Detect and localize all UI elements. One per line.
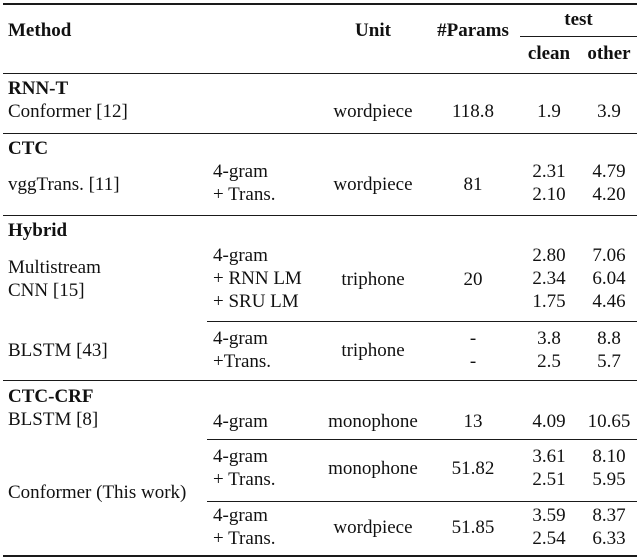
other-value: 5.7 [597,351,621,372]
lm-line: + SRU LM [213,291,299,312]
header-unit: Unit [355,20,391,41]
section-title-hybrid: Hybrid [8,220,68,241]
other-cell [578,504,640,550]
other-value: 5.95 [592,469,626,490]
other-value: 7.06 [592,245,626,266]
lm-line: + Trans. [213,469,276,490]
header-other: other [587,43,631,64]
lm-line: 4-gram [213,446,268,467]
header-bottom-rule [3,73,637,74]
clean-value: 2.10 [532,184,566,205]
header-params: #Params [437,20,509,41]
method-cell [8,256,101,302]
other-value: 6.33 [592,528,626,549]
unit-cell: monophone [328,458,418,479]
method-cell: vggTrans. [11] [8,174,120,195]
clean-value: 3.61 [532,446,566,467]
ctc-bottom-rule [3,215,637,216]
params-cell: 51.82 [451,458,495,479]
ctccrf-inner-rule-2 [207,501,637,502]
lm-cell [213,327,271,373]
clean-cell [520,445,578,491]
lm-line: 4-gram [213,328,268,349]
lm-line: + RNN LM [213,268,302,289]
header-method: Method [8,20,72,41]
clean-cell [520,504,578,550]
top-rule [3,3,637,5]
other-cell [578,327,640,373]
other-value: 8.37 [592,505,626,526]
lm-line: 4-gram [213,161,268,182]
params-value: - [469,328,477,349]
other-cell [578,244,640,313]
other-value: 4.79 [592,161,626,182]
clean-value: 3.8 [537,328,561,349]
unit-cell: wordpiece [333,174,413,195]
params-cell: 81 [463,174,483,195]
lm-cell [213,244,302,313]
header-test: test [564,9,593,30]
other-cell: 10.65 [587,411,631,432]
clean-cell [520,244,578,313]
section-title-rnnt: RNN-T [8,78,69,99]
params-cell: 20 [463,269,483,290]
other-cell [578,160,640,206]
lm-line: 4-gram [213,505,268,526]
other-value: 8.8 [597,328,621,349]
clean-value: 2.34 [532,268,566,289]
other-cell [578,445,640,491]
params-cell [426,327,520,373]
params-cell: 13 [463,411,483,432]
lm-cell: 4-gram [213,411,268,432]
rnnt-bottom-rule [3,133,637,134]
section-title-ctc: CTC [8,138,49,159]
unit-cell: triphone [341,269,405,290]
lm-cell [213,445,275,491]
method-cell: BLSTM [43] [8,340,108,361]
hybrid-bottom-rule [3,380,637,381]
unit-cell: triphone [341,340,405,361]
clean-value: 3.59 [532,505,566,526]
unit-cell: monophone [328,411,418,432]
method-cell: Conformer (This work) [8,482,187,503]
lm-cell [213,504,275,550]
params-cell: 51.85 [451,517,495,538]
params-value: - [469,351,477,372]
params-cell: 118.8 [451,101,495,122]
lm-line: + Trans. [213,528,276,549]
clean-value: 2.31 [532,161,566,182]
clean-value: 1.75 [532,291,566,312]
lm-line: +Trans. [213,351,272,372]
lm-line: + Trans. [213,184,276,205]
other-value: 4.20 [592,184,626,205]
clean-value: 2.51 [532,469,566,490]
hybrid-inner-rule [207,321,637,322]
method-line: Multistream [8,257,101,278]
lm-cell [213,160,275,206]
clean-value: 2.5 [537,351,561,372]
method-cell: Conformer [12] [8,101,128,122]
other-cell: 3.9 [597,101,621,122]
method-line: CNN [15] [8,280,85,301]
clean-value: 2.54 [532,528,566,549]
unit-cell: wordpiece [333,517,413,538]
other-value: 6.04 [592,268,626,289]
method-cell: BLSTM [8] [8,409,99,430]
unit-cell: wordpiece [333,101,413,122]
other-value: 4.46 [592,291,626,312]
other-value: 8.10 [592,446,626,467]
test-underline [520,36,637,37]
clean-cell: 1.9 [537,101,561,122]
lm-line: 4-gram [213,245,268,266]
clean-cell [520,327,578,373]
section-title-ctccrf: CTC-CRF [8,386,94,407]
clean-cell: 4.09 [532,411,566,432]
ctccrf-inner-rule-1 [207,439,637,440]
clean-cell [520,160,578,206]
bottom-rule [3,555,637,557]
clean-value: 2.80 [532,245,566,266]
header-clean: clean [527,43,571,64]
